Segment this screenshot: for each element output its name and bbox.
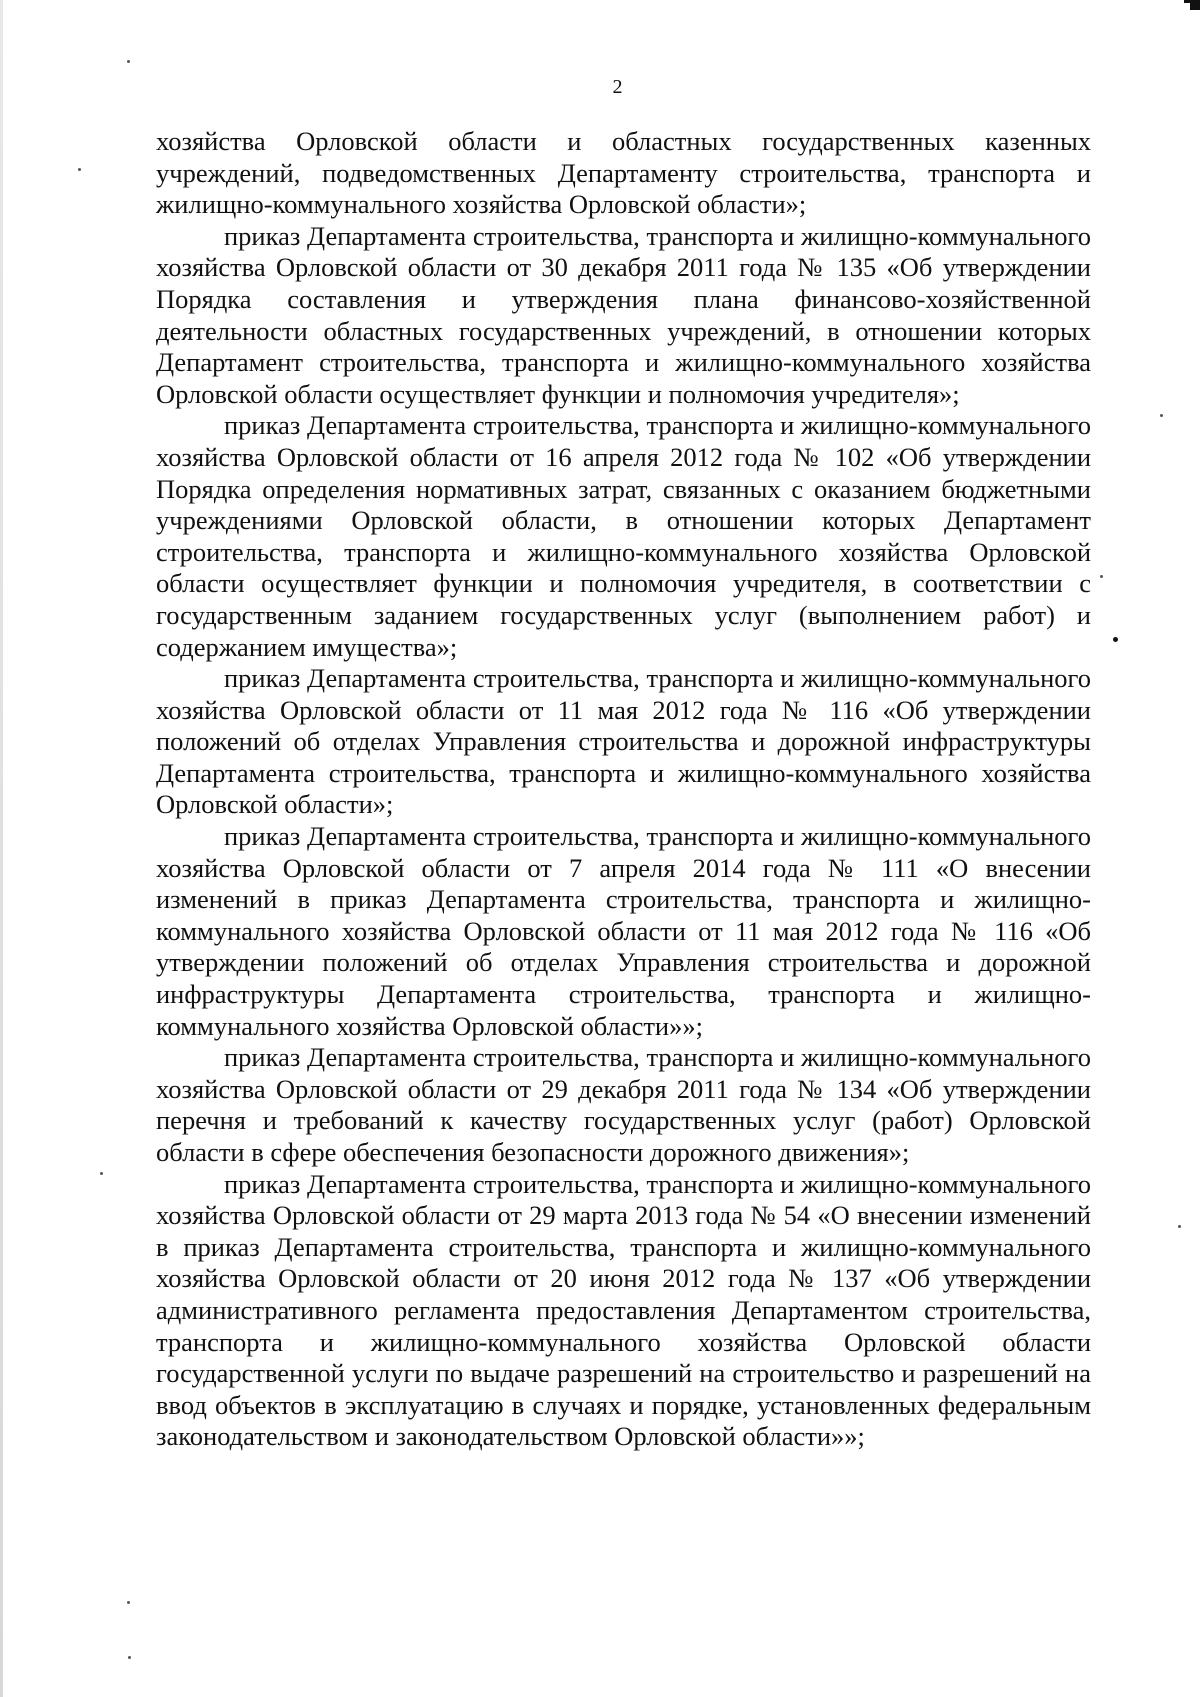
- paragraph-continuation: хозяйства Орловской области и областных государственных казенных учреждений, подведомственных Департаменту строительства, транспорта и жилищно-коммунального хозяйства Орловской области»;: [156, 126, 1091, 220]
- scan-speck: [1113, 637, 1118, 642]
- paragraph-order-102: приказ Департамента строительства, транспорта и жилищно-коммунального хозяйства Орловской области от 16 апреля 2012 года № 102 «Об утверждении Порядка определения нормативных затрат, связанных с оказанием бюджетными учреждениями Орловской области, в отношении которых Департамент строительства, транспорта и жилищно-коммунального хозяйства Орловской области осуществляет функции и полномочия учредителя, в соответствии с государственным заданием государственных услуг (выполнением работ) и содержанием имущества»;: [156, 410, 1091, 662]
- document-body: [156, 126, 1091, 1453]
- scan-speck: [127, 60, 130, 63]
- scan-corner-mark: [1190, 0, 1200, 10]
- page-number: 2: [612, 76, 623, 98]
- paragraph-order-135: приказ Департамента строительства, транспорта и жилищно-коммунального хозяйства Орловской области от 30 декабря 2011 года № 135 «Об утверждении Порядка составления и утверждения плана финансово-хозяйственной деятельности областных государственных учреждений, в отношении которых Департамент строительства, транспорта и жилищно-коммунального хозяйства Орловской области осуществляет функции и полномочия учредителя»;: [156, 220, 1091, 409]
- scan-speck: [1178, 1225, 1181, 1228]
- scan-edge: [0, 0, 3, 1697]
- paragraph-order-54: приказ Департамента строительства, транспорта и жилищно-коммунального хозяйства Орловской области от 29 марта 2013 года № 54 «О внесении изменений в приказ Департамента строительства, транспорта и жилищно-коммунального хозяйства Орловской области от 20 июня 2012 года № 137 «Об утверждении административного регламента предоставления Департаментом строительства, транспорта и жилищно-коммунального хозяйства Орловской области государственной услуги по выдаче разрешений на строительство и разрешений на ввод объектов в эксплуатацию в случаях и порядке, установленных федеральным законодательством и законодательством Орловской области»»;: [156, 1168, 1091, 1452]
- scan-speck: [100, 1172, 103, 1175]
- paragraph-order-111: приказ Департамента строительства, транспорта и жилищно-коммунального хозяйства Орловской области от 7 апреля 2014 года № 111 «О внесении изменений в приказ Департамента строительства, транспорта и жилищно-коммунального хозяйства Орловской области от 11 мая 2012 года № 116 «Об утверждении положений об отделах Управления строительства и дорожной инфраструктуры Департамента строительства, транспорта и жилищно-коммунального хозяйства Орловской области»»;: [156, 821, 1091, 1041]
- scan-speck: [78, 168, 81, 171]
- scan-speck: [128, 1656, 131, 1659]
- scan-speck: [1100, 575, 1103, 578]
- scan-speck: [1160, 414, 1163, 417]
- paragraph-order-134: приказ Департамента строительства, транспорта и жилищно-коммунального хозяйства Орловской области от 29 декабря 2011 года № 134 «Об утверждении перечня и требований к качеству государственных услуг (работ) Орловской области в сфере обеспечения безопасности дорожного движения»;: [156, 1042, 1091, 1167]
- scan-speck: [127, 1601, 130, 1604]
- paragraph-order-116: приказ Департамента строительства, транспорта и жилищно-коммунального хозяйства Орловской области от 11 мая 2012 года № 116 «Об утверждении положений об отделах Управления строительства и дорожной инфраструктуры Департамента строительства, транспорта и жилищно-коммунального хозяйства Орловской области»;: [156, 663, 1091, 820]
